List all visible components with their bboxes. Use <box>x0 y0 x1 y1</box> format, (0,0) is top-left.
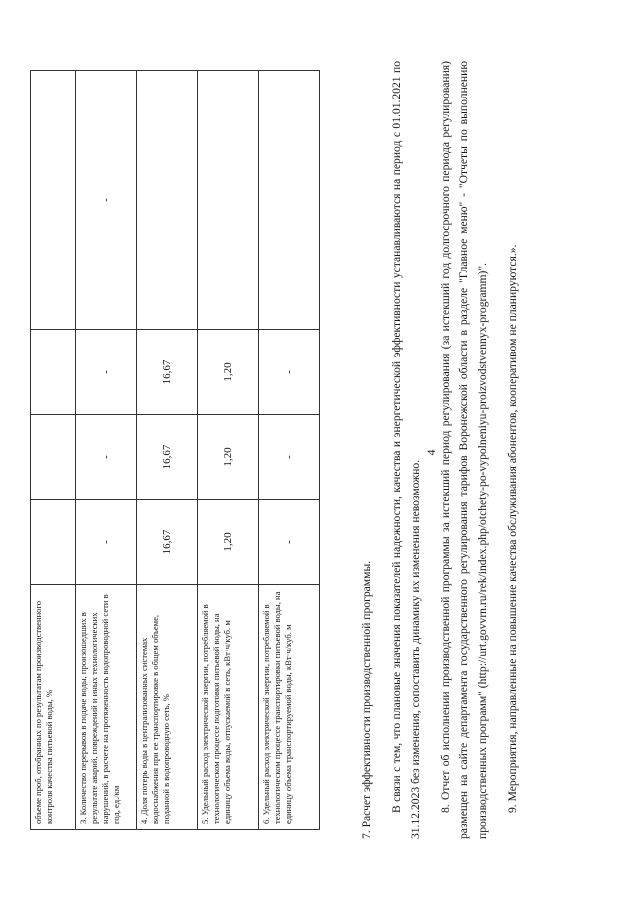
value-cell: - <box>76 500 137 585</box>
table-row <box>31 71 76 830</box>
value-cell: 1,20 <box>198 500 259 585</box>
value-cell <box>198 71 259 330</box>
indicator-name-cell: 3. Количество перерывов в подаче воды, произошедших в результате аварий, повреждений и иных технологических нарушений, в расчете на протяженность водопроводной сети в год, ед./км <box>76 585 137 830</box>
value-cell: 16,67 <box>137 415 198 500</box>
value-cell: - <box>259 500 320 585</box>
value-cell: - <box>76 330 137 415</box>
table-row <box>76 71 137 830</box>
body-text <box>358 61 522 839</box>
table-row <box>137 71 198 830</box>
indicator-name-cell: 4. Доля потерь воды в централизованных системах водоснабжения при ее транспортировке в общем объеме, поданной в водопроводную сеть, % <box>137 585 198 830</box>
section-7-paragraph: В связи с тем, что плановые значения показателей надежности, качества и энергетической эффективности устанавливаются на период с 01.01.2021 по 31.12.2023 без изменения, сопоставить динамику их изменения невозможно. <box>390 61 422 839</box>
indicator-name-cell: объеме проб, отобранных по результатам производственного контроля качества питьевой воды, % <box>31 585 76 830</box>
section-9-paragraph: 9. Мероприятия, направленные на повышение качества обслуживания абонентов, кооперативом не планируются.». <box>505 244 519 813</box>
value-cell <box>31 330 76 415</box>
value-cell: 16,67 <box>137 330 198 415</box>
value-cell: - <box>259 415 320 500</box>
value-cell: - <box>76 71 137 330</box>
value-cell: - <box>259 330 320 415</box>
indicator-name-cell: 6. Удельный расход электрической энергии, потребляемой в технологическом процессе транспортировки питьевой воды, на единицу объема транспортируемой воды, кВт·ч/куб. м <box>259 585 320 830</box>
value-cell: - <box>76 415 137 500</box>
page-number: 4 <box>424 449 438 456</box>
section-8-paragraph: 8. Отчет об исполнении производственной программы за истекший период регулирования (за истекший год долгосрочного периода регулирования) размещен на сайте департамента государственного регулирования тарифов Воронежской области в разделе "Главное меню" - "Отчеты по выполнению производственных программ" (http://urt.govvrn.ru/rek/index.php/otchety-po-vypolneniyu-proizvodstvennyx-programm)". <box>438 61 489 839</box>
value-cell: 16,67 <box>137 500 198 585</box>
value-cell: 1,20 <box>198 330 259 415</box>
value-cell <box>31 500 76 585</box>
section-7-heading: 7. Расчет эффективности производственной программы. <box>360 560 373 839</box>
value-cell <box>31 415 76 500</box>
table-row <box>259 71 320 830</box>
indicators-table <box>30 70 320 830</box>
table-row <box>198 71 259 830</box>
value-cell <box>137 71 198 330</box>
value-cell <box>259 71 320 330</box>
indicator-name-cell: 5. Удельный расход электрической энергии, потребляемой в технологическом процессе подготовки питьевой воды, на единицу объема воды, отпускаемой в сеть, кВт·ч/куб. м <box>198 585 259 830</box>
value-cell: 1,20 <box>198 415 259 500</box>
value-cell <box>31 71 76 330</box>
